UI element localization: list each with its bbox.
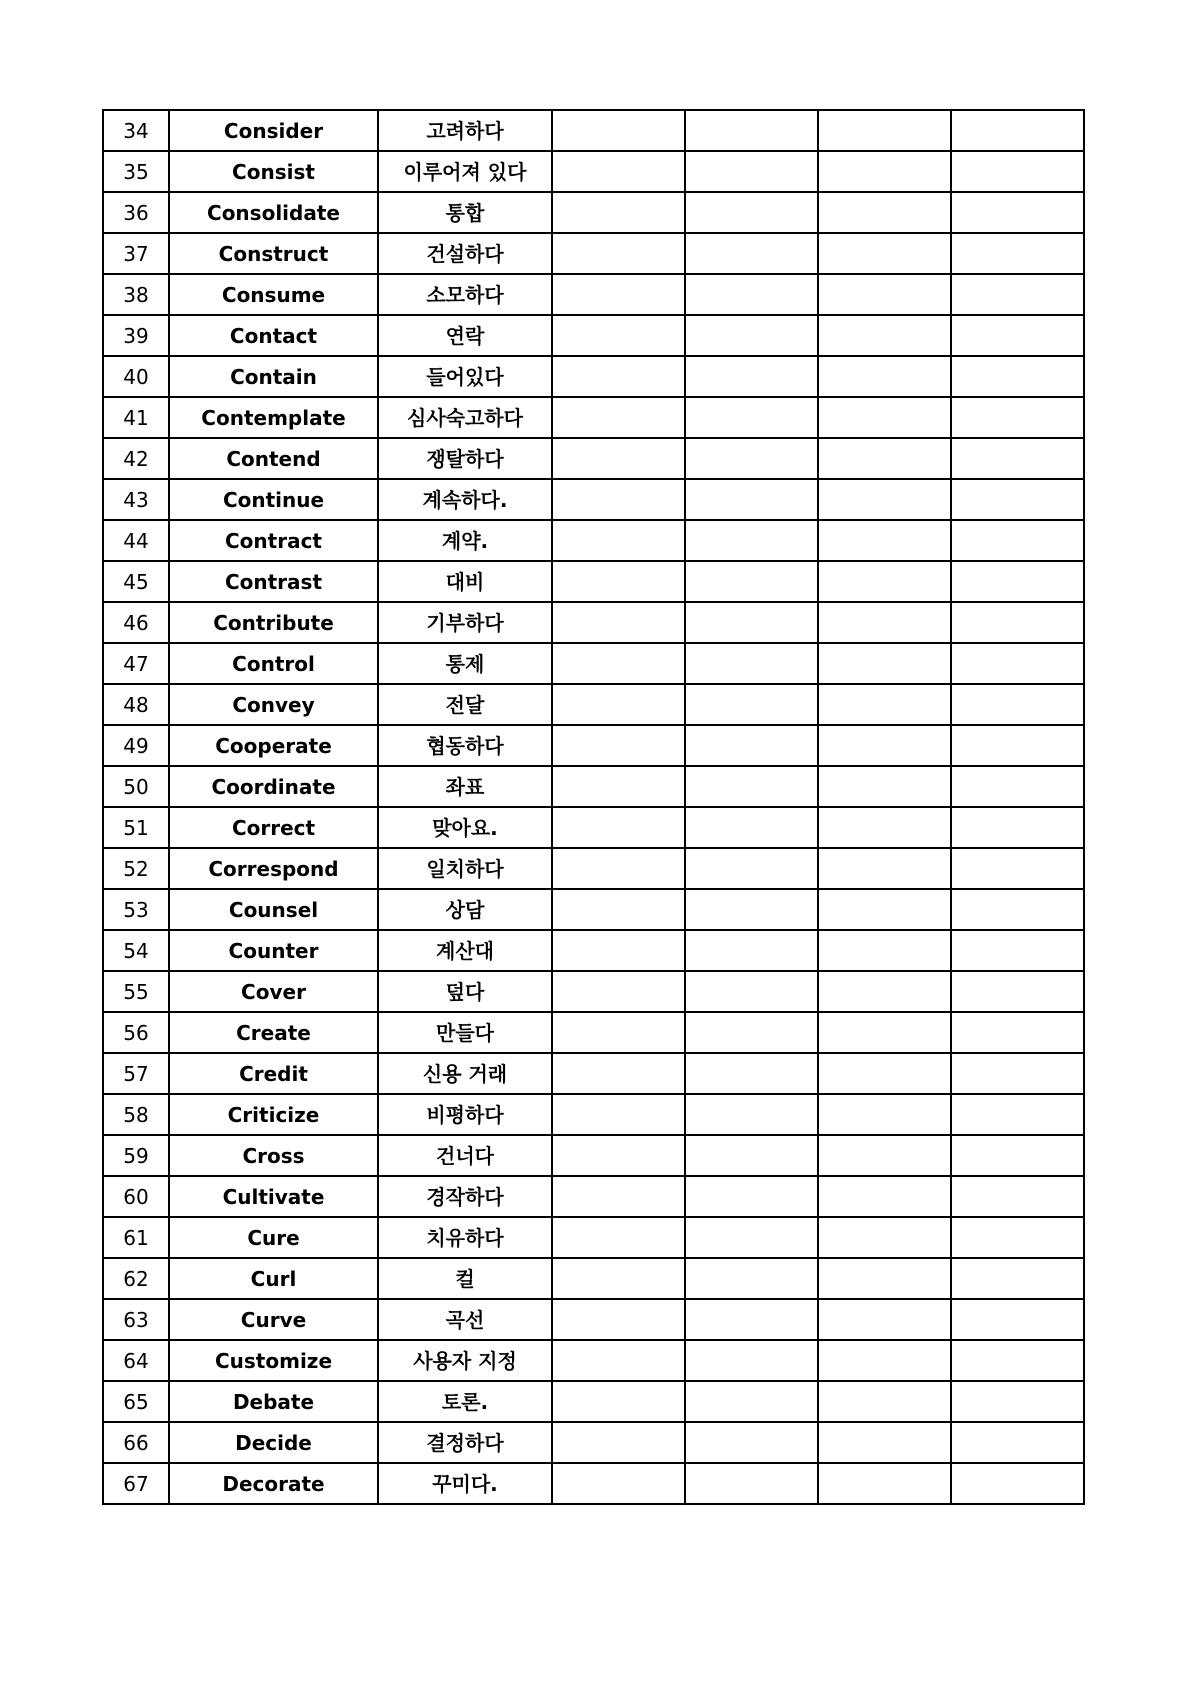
english-word-cell: Counsel xyxy=(169,889,378,930)
row-number-cell: 62 xyxy=(103,1258,169,1299)
blank-practice-cell-4 xyxy=(951,110,1084,151)
table-row xyxy=(103,684,1084,725)
english-word-cell: Contain xyxy=(169,356,378,397)
blank-practice-cell-4 xyxy=(951,930,1084,971)
blank-practice-cell-4 xyxy=(951,274,1084,315)
blank-practice-cell-2 xyxy=(685,479,818,520)
english-word-cell: Decide xyxy=(169,1422,378,1463)
table-row xyxy=(103,479,1084,520)
row-number-cell: 37 xyxy=(103,233,169,274)
english-word-cell: Consist xyxy=(169,151,378,192)
vocabulary-table xyxy=(102,109,1085,1505)
blank-practice-cell-2 xyxy=(685,1012,818,1053)
blank-practice-cell-2 xyxy=(685,930,818,971)
english-word-cell: Contrast xyxy=(169,561,378,602)
blank-practice-cell-1 xyxy=(552,192,685,233)
blank-practice-cell-1 xyxy=(552,356,685,397)
table-row xyxy=(103,971,1084,1012)
blank-practice-cell-2 xyxy=(685,520,818,561)
row-number-cell: 65 xyxy=(103,1381,169,1422)
blank-practice-cell-2 xyxy=(685,725,818,766)
blank-practice-cell-3 xyxy=(818,151,951,192)
blank-practice-cell-1 xyxy=(552,889,685,930)
blank-practice-cell-3 xyxy=(818,274,951,315)
blank-practice-cell-4 xyxy=(951,602,1084,643)
table-row xyxy=(103,192,1084,233)
korean-meaning-cell: 소모하다 xyxy=(378,274,552,315)
blank-practice-cell-4 xyxy=(951,1381,1084,1422)
blank-practice-cell-2 xyxy=(685,192,818,233)
blank-practice-cell-2 xyxy=(685,1258,818,1299)
table-row xyxy=(103,397,1084,438)
english-word-cell: Correspond xyxy=(169,848,378,889)
blank-practice-cell-4 xyxy=(951,561,1084,602)
blank-practice-cell-4 xyxy=(951,479,1084,520)
table-row xyxy=(103,438,1084,479)
vocabulary-sheet xyxy=(102,109,1085,1505)
row-number-cell: 36 xyxy=(103,192,169,233)
blank-practice-cell-4 xyxy=(951,684,1084,725)
blank-practice-cell-3 xyxy=(818,438,951,479)
english-word-cell: Correct xyxy=(169,807,378,848)
row-number-cell: 44 xyxy=(103,520,169,561)
blank-practice-cell-4 xyxy=(951,643,1084,684)
blank-practice-cell-1 xyxy=(552,602,685,643)
english-word-cell: Decorate xyxy=(169,1463,378,1504)
korean-meaning-cell: 만들다 xyxy=(378,1012,552,1053)
blank-practice-cell-1 xyxy=(552,1217,685,1258)
row-number-cell: 34 xyxy=(103,110,169,151)
blank-practice-cell-4 xyxy=(951,848,1084,889)
blank-practice-cell-1 xyxy=(552,1094,685,1135)
blank-practice-cell-4 xyxy=(951,520,1084,561)
korean-meaning-cell: 쟁탈하다 xyxy=(378,438,552,479)
english-word-cell: Contend xyxy=(169,438,378,479)
blank-practice-cell-2 xyxy=(685,1381,818,1422)
blank-practice-cell-2 xyxy=(685,110,818,151)
row-number-cell: 46 xyxy=(103,602,169,643)
blank-practice-cell-3 xyxy=(818,889,951,930)
row-number-cell: 67 xyxy=(103,1463,169,1504)
blank-practice-cell-3 xyxy=(818,315,951,356)
table-row xyxy=(103,110,1084,151)
blank-practice-cell-2 xyxy=(685,1135,818,1176)
row-number-cell: 42 xyxy=(103,438,169,479)
english-word-cell: Cure xyxy=(169,1217,378,1258)
blank-practice-cell-3 xyxy=(818,1258,951,1299)
blank-practice-cell-4 xyxy=(951,1053,1084,1094)
blank-practice-cell-3 xyxy=(818,1463,951,1504)
blank-practice-cell-4 xyxy=(951,889,1084,930)
table-row xyxy=(103,1135,1084,1176)
korean-meaning-cell: 맞아요. xyxy=(378,807,552,848)
blank-practice-cell-4 xyxy=(951,315,1084,356)
blank-practice-cell-4 xyxy=(951,766,1084,807)
blank-practice-cell-3 xyxy=(818,1422,951,1463)
blank-practice-cell-3 xyxy=(818,1381,951,1422)
english-word-cell: Cross xyxy=(169,1135,378,1176)
blank-practice-cell-3 xyxy=(818,1135,951,1176)
row-number-cell: 59 xyxy=(103,1135,169,1176)
korean-meaning-cell: 경작하다 xyxy=(378,1176,552,1217)
row-number-cell: 51 xyxy=(103,807,169,848)
blank-practice-cell-3 xyxy=(818,1094,951,1135)
blank-practice-cell-3 xyxy=(818,725,951,766)
row-number-cell: 57 xyxy=(103,1053,169,1094)
korean-meaning-cell: 컬 xyxy=(378,1258,552,1299)
blank-practice-cell-3 xyxy=(818,192,951,233)
blank-practice-cell-1 xyxy=(552,1053,685,1094)
english-word-cell: Cultivate xyxy=(169,1176,378,1217)
english-word-cell: Consolidate xyxy=(169,192,378,233)
blank-practice-cell-1 xyxy=(552,315,685,356)
blank-practice-cell-4 xyxy=(951,397,1084,438)
table-row xyxy=(103,1053,1084,1094)
blank-practice-cell-1 xyxy=(552,1381,685,1422)
table-row xyxy=(103,848,1084,889)
row-number-cell: 39 xyxy=(103,315,169,356)
korean-meaning-cell: 신용 거래 xyxy=(378,1053,552,1094)
blank-practice-cell-3 xyxy=(818,1299,951,1340)
vocabulary-table-body xyxy=(103,110,1084,1504)
blank-practice-cell-4 xyxy=(951,1463,1084,1504)
table-row xyxy=(103,602,1084,643)
blank-practice-cell-4 xyxy=(951,356,1084,397)
blank-practice-cell-1 xyxy=(552,971,685,1012)
blank-practice-cell-2 xyxy=(685,1094,818,1135)
korean-meaning-cell: 토론. xyxy=(378,1381,552,1422)
blank-practice-cell-2 xyxy=(685,643,818,684)
blank-practice-cell-2 xyxy=(685,766,818,807)
table-row xyxy=(103,1299,1084,1340)
blank-practice-cell-3 xyxy=(818,971,951,1012)
english-word-cell: Debate xyxy=(169,1381,378,1422)
english-word-cell: Construct xyxy=(169,233,378,274)
table-row xyxy=(103,1340,1084,1381)
table-row xyxy=(103,1463,1084,1504)
row-number-cell: 54 xyxy=(103,930,169,971)
blank-practice-cell-4 xyxy=(951,1094,1084,1135)
english-word-cell: Counter xyxy=(169,930,378,971)
korean-meaning-cell: 연락 xyxy=(378,315,552,356)
blank-practice-cell-2 xyxy=(685,602,818,643)
korean-meaning-cell: 기부하다 xyxy=(378,602,552,643)
blank-practice-cell-2 xyxy=(685,1299,818,1340)
english-word-cell: Contract xyxy=(169,520,378,561)
korean-meaning-cell: 들어있다 xyxy=(378,356,552,397)
korean-meaning-cell: 곡선 xyxy=(378,1299,552,1340)
blank-practice-cell-3 xyxy=(818,110,951,151)
table-row xyxy=(103,233,1084,274)
blank-practice-cell-1 xyxy=(552,520,685,561)
blank-practice-cell-1 xyxy=(552,110,685,151)
english-word-cell: Convey xyxy=(169,684,378,725)
blank-practice-cell-1 xyxy=(552,1340,685,1381)
blank-practice-cell-1 xyxy=(552,684,685,725)
blank-practice-cell-2 xyxy=(685,274,818,315)
row-number-cell: 41 xyxy=(103,397,169,438)
table-row xyxy=(103,1422,1084,1463)
korean-meaning-cell: 건설하다 xyxy=(378,233,552,274)
blank-practice-cell-1 xyxy=(552,930,685,971)
table-row xyxy=(103,315,1084,356)
korean-meaning-cell: 덮다 xyxy=(378,971,552,1012)
table-row xyxy=(103,930,1084,971)
english-word-cell: Cover xyxy=(169,971,378,1012)
blank-practice-cell-3 xyxy=(818,807,951,848)
row-number-cell: 45 xyxy=(103,561,169,602)
blank-practice-cell-2 xyxy=(685,889,818,930)
blank-practice-cell-2 xyxy=(685,315,818,356)
korean-meaning-cell: 대비 xyxy=(378,561,552,602)
english-word-cell: Contemplate xyxy=(169,397,378,438)
row-number-cell: 64 xyxy=(103,1340,169,1381)
table-row xyxy=(103,643,1084,684)
row-number-cell: 55 xyxy=(103,971,169,1012)
blank-practice-cell-3 xyxy=(818,684,951,725)
row-number-cell: 47 xyxy=(103,643,169,684)
table-row xyxy=(103,151,1084,192)
korean-meaning-cell: 통제 xyxy=(378,643,552,684)
korean-meaning-cell: 치유하다 xyxy=(378,1217,552,1258)
blank-practice-cell-4 xyxy=(951,151,1084,192)
blank-practice-cell-1 xyxy=(552,479,685,520)
table-row xyxy=(103,1094,1084,1135)
table-row xyxy=(103,561,1084,602)
blank-practice-cell-3 xyxy=(818,848,951,889)
korean-meaning-cell: 좌표 xyxy=(378,766,552,807)
blank-practice-cell-4 xyxy=(951,1340,1084,1381)
row-number-cell: 53 xyxy=(103,889,169,930)
korean-meaning-cell: 이루어져 있다 xyxy=(378,151,552,192)
row-number-cell: 58 xyxy=(103,1094,169,1135)
blank-practice-cell-2 xyxy=(685,1422,818,1463)
blank-practice-cell-1 xyxy=(552,725,685,766)
blank-practice-cell-2 xyxy=(685,438,818,479)
row-number-cell: 48 xyxy=(103,684,169,725)
blank-practice-cell-1 xyxy=(552,1258,685,1299)
blank-practice-cell-4 xyxy=(951,1012,1084,1053)
blank-practice-cell-3 xyxy=(818,643,951,684)
table-row xyxy=(103,725,1084,766)
english-word-cell: Cooperate xyxy=(169,725,378,766)
blank-practice-cell-2 xyxy=(685,356,818,397)
blank-practice-cell-3 xyxy=(818,1176,951,1217)
korean-meaning-cell: 계속하다. xyxy=(378,479,552,520)
blank-practice-cell-3 xyxy=(818,397,951,438)
english-word-cell: Create xyxy=(169,1012,378,1053)
blank-practice-cell-4 xyxy=(951,233,1084,274)
korean-meaning-cell: 비평하다 xyxy=(378,1094,552,1135)
blank-practice-cell-3 xyxy=(818,1340,951,1381)
english-word-cell: Curl xyxy=(169,1258,378,1299)
blank-practice-cell-2 xyxy=(685,561,818,602)
row-number-cell: 49 xyxy=(103,725,169,766)
blank-practice-cell-4 xyxy=(951,725,1084,766)
blank-practice-cell-1 xyxy=(552,1463,685,1504)
table-row xyxy=(103,807,1084,848)
blank-practice-cell-4 xyxy=(951,1217,1084,1258)
blank-practice-cell-3 xyxy=(818,561,951,602)
row-number-cell: 38 xyxy=(103,274,169,315)
blank-practice-cell-1 xyxy=(552,848,685,889)
row-number-cell: 66 xyxy=(103,1422,169,1463)
row-number-cell: 50 xyxy=(103,766,169,807)
english-word-cell: Customize xyxy=(169,1340,378,1381)
blank-practice-cell-1 xyxy=(552,643,685,684)
blank-practice-cell-2 xyxy=(685,233,818,274)
blank-practice-cell-1 xyxy=(552,274,685,315)
korean-meaning-cell: 건너다 xyxy=(378,1135,552,1176)
blank-practice-cell-3 xyxy=(818,356,951,397)
blank-practice-cell-1 xyxy=(552,1012,685,1053)
english-word-cell: Criticize xyxy=(169,1094,378,1135)
blank-practice-cell-4 xyxy=(951,438,1084,479)
english-word-cell: Coordinate xyxy=(169,766,378,807)
english-word-cell: Continue xyxy=(169,479,378,520)
blank-practice-cell-1 xyxy=(552,1299,685,1340)
korean-meaning-cell: 통합 xyxy=(378,192,552,233)
blank-practice-cell-2 xyxy=(685,397,818,438)
blank-practice-cell-2 xyxy=(685,971,818,1012)
blank-practice-cell-3 xyxy=(818,602,951,643)
row-number-cell: 52 xyxy=(103,848,169,889)
row-number-cell: 43 xyxy=(103,479,169,520)
korean-meaning-cell: 결정하다 xyxy=(378,1422,552,1463)
table-row xyxy=(103,766,1084,807)
korean-meaning-cell: 상담 xyxy=(378,889,552,930)
english-word-cell: Contribute xyxy=(169,602,378,643)
blank-practice-cell-2 xyxy=(685,807,818,848)
table-row xyxy=(103,1012,1084,1053)
blank-practice-cell-4 xyxy=(951,1422,1084,1463)
table-row xyxy=(103,520,1084,561)
blank-practice-cell-4 xyxy=(951,1135,1084,1176)
table-row xyxy=(103,889,1084,930)
table-row xyxy=(103,1217,1084,1258)
korean-meaning-cell: 계약. xyxy=(378,520,552,561)
english-word-cell: Credit xyxy=(169,1053,378,1094)
korean-meaning-cell: 고려하다 xyxy=(378,110,552,151)
table-row xyxy=(103,356,1084,397)
blank-practice-cell-3 xyxy=(818,766,951,807)
blank-practice-cell-1 xyxy=(552,438,685,479)
blank-practice-cell-2 xyxy=(685,151,818,192)
blank-practice-cell-4 xyxy=(951,971,1084,1012)
blank-practice-cell-2 xyxy=(685,684,818,725)
korean-meaning-cell: 사용자 지정 xyxy=(378,1340,552,1381)
blank-practice-cell-2 xyxy=(685,1053,818,1094)
table-row xyxy=(103,1176,1084,1217)
blank-practice-cell-1 xyxy=(552,1135,685,1176)
blank-practice-cell-2 xyxy=(685,1463,818,1504)
english-word-cell: Curve xyxy=(169,1299,378,1340)
blank-practice-cell-1 xyxy=(552,807,685,848)
row-number-cell: 63 xyxy=(103,1299,169,1340)
korean-meaning-cell: 꾸미다. xyxy=(378,1463,552,1504)
blank-practice-cell-1 xyxy=(552,1176,685,1217)
korean-meaning-cell: 심사숙고하다 xyxy=(378,397,552,438)
english-word-cell: Consider xyxy=(169,110,378,151)
table-row xyxy=(103,1258,1084,1299)
blank-practice-cell-2 xyxy=(685,1217,818,1258)
row-number-cell: 40 xyxy=(103,356,169,397)
blank-practice-cell-3 xyxy=(818,479,951,520)
blank-practice-cell-2 xyxy=(685,1176,818,1217)
blank-practice-cell-2 xyxy=(685,848,818,889)
row-number-cell: 35 xyxy=(103,151,169,192)
table-row xyxy=(103,274,1084,315)
blank-practice-cell-1 xyxy=(552,766,685,807)
korean-meaning-cell: 전달 xyxy=(378,684,552,725)
korean-meaning-cell: 협동하다 xyxy=(378,725,552,766)
row-number-cell: 61 xyxy=(103,1217,169,1258)
blank-practice-cell-3 xyxy=(818,1012,951,1053)
english-word-cell: Contact xyxy=(169,315,378,356)
blank-practice-cell-4 xyxy=(951,192,1084,233)
blank-practice-cell-1 xyxy=(552,397,685,438)
english-word-cell: Control xyxy=(169,643,378,684)
english-word-cell: Consume xyxy=(169,274,378,315)
blank-practice-cell-3 xyxy=(818,520,951,561)
blank-practice-cell-3 xyxy=(818,233,951,274)
blank-practice-cell-1 xyxy=(552,1422,685,1463)
table-row xyxy=(103,1381,1084,1422)
blank-practice-cell-3 xyxy=(818,930,951,971)
blank-practice-cell-4 xyxy=(951,807,1084,848)
row-number-cell: 60 xyxy=(103,1176,169,1217)
blank-practice-cell-3 xyxy=(818,1217,951,1258)
korean-meaning-cell: 일치하다 xyxy=(378,848,552,889)
blank-practice-cell-3 xyxy=(818,1053,951,1094)
blank-practice-cell-4 xyxy=(951,1176,1084,1217)
blank-practice-cell-1 xyxy=(552,561,685,602)
row-number-cell: 56 xyxy=(103,1012,169,1053)
blank-practice-cell-4 xyxy=(951,1299,1084,1340)
korean-meaning-cell: 계산대 xyxy=(378,930,552,971)
blank-practice-cell-1 xyxy=(552,151,685,192)
blank-practice-cell-2 xyxy=(685,1340,818,1381)
blank-practice-cell-4 xyxy=(951,1258,1084,1299)
blank-practice-cell-1 xyxy=(552,233,685,274)
